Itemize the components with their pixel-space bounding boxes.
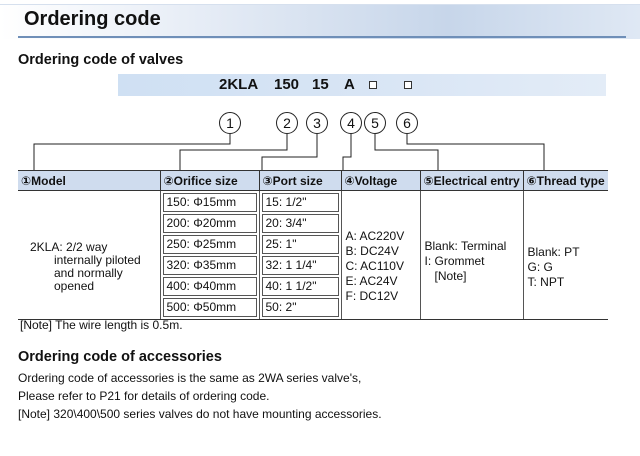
connector-3: [262, 134, 317, 170]
header-thread-type: ⑥Thread type: [523, 171, 608, 191]
port-size-item: 20: 3/4": [262, 214, 339, 233]
electrical-entry-cell: [420, 191, 523, 320]
wire-length-note: [Note] The wire length is 0.5m.: [20, 318, 183, 332]
table-body-row: [18, 191, 608, 320]
orifice-size-item: 320: Φ35mm: [163, 256, 257, 275]
header-electrical-entry: ⑤Electrical entry: [420, 171, 523, 191]
port-size-item: 40: 1 1/2": [262, 277, 339, 296]
code-voltage: A: [344, 76, 355, 93]
port-size-item: 25: 1": [262, 235, 339, 254]
voltage-item: A: AC220V: [345, 229, 405, 243]
thread-type-item: G: G: [527, 260, 553, 274]
model-cell: [18, 191, 160, 320]
thread-type-item: Blank: PT: [527, 245, 580, 259]
electrical-entry-item: [Note]: [434, 269, 467, 283]
table-header-row: [18, 171, 608, 191]
valves-heading: Ordering code of valves: [18, 52, 184, 68]
model-line: opened: [54, 279, 95, 293]
accessories-line: Ordering code of accessories is the same as 2WA series valve's,: [18, 371, 362, 385]
circle-2: 2: [276, 112, 298, 134]
connector-6: [407, 134, 544, 170]
port-size-item: 32: 1 1/4": [262, 256, 339, 275]
circle-5: 5: [364, 112, 386, 134]
connector-2: [180, 134, 287, 170]
code-model: 2KLA: [219, 76, 259, 93]
port-size-item: 15: 1/2": [262, 193, 339, 212]
circle-3: 3: [306, 112, 328, 134]
accessories-heading: Ordering code of accessories: [18, 349, 222, 365]
connector-4: [343, 134, 351, 170]
port-size-cell: [259, 191, 341, 320]
circle-1: 1: [219, 112, 241, 134]
model-line: 2KLA: 2/2 way: [30, 240, 108, 254]
orifice-size-item: 250: Φ25mm: [163, 235, 257, 254]
model-line: and normally: [54, 266, 123, 280]
connector-1: [34, 134, 230, 170]
accessories-line: [Note] 320\400\500 series valves do not have mounting accessories.: [18, 407, 382, 421]
accessories-line: Please refer to P21 for details of ordering code.: [18, 389, 270, 403]
circle-4: 4: [340, 112, 362, 134]
circle-6: 6: [396, 112, 418, 134]
thread-type-cell: [523, 191, 608, 320]
ordering-table: [18, 170, 608, 320]
orifice-size-item: 150: Φ15mm: [163, 193, 257, 212]
page-title: Ordering code: [24, 8, 161, 30]
header-orifice-size: ②Orifice size: [160, 171, 259, 191]
orifice-size-item: 500: Φ50mm: [163, 298, 257, 317]
model-line: internally piloted: [54, 253, 141, 267]
voltage-item: E: AC24V: [345, 274, 398, 288]
port-size-item: 50: 2": [262, 298, 339, 317]
orifice-size-item: 400: Φ40mm: [163, 277, 257, 296]
header-port-size: ③Port size: [259, 171, 341, 191]
code-port: 15: [312, 76, 329, 93]
electrical-entry-item: I: Grommet: [424, 254, 485, 268]
thread-type-item: T: NPT: [527, 275, 565, 289]
electrical-entry-item: Blank: Terminal: [424, 239, 507, 253]
orifice-size-cell: [160, 191, 259, 320]
code-orifice: 150: [274, 76, 300, 93]
voltage-item: C: AC110V: [345, 259, 404, 273]
header-model: ①Model: [18, 171, 160, 191]
voltage-item: B: DC24V: [345, 244, 399, 258]
header-voltage: ④Voltage: [341, 171, 420, 191]
voltage-item: F: DC12V: [345, 289, 399, 303]
voltage-cell: [341, 191, 420, 320]
orifice-size-item: 200: Φ20mm: [163, 214, 257, 233]
